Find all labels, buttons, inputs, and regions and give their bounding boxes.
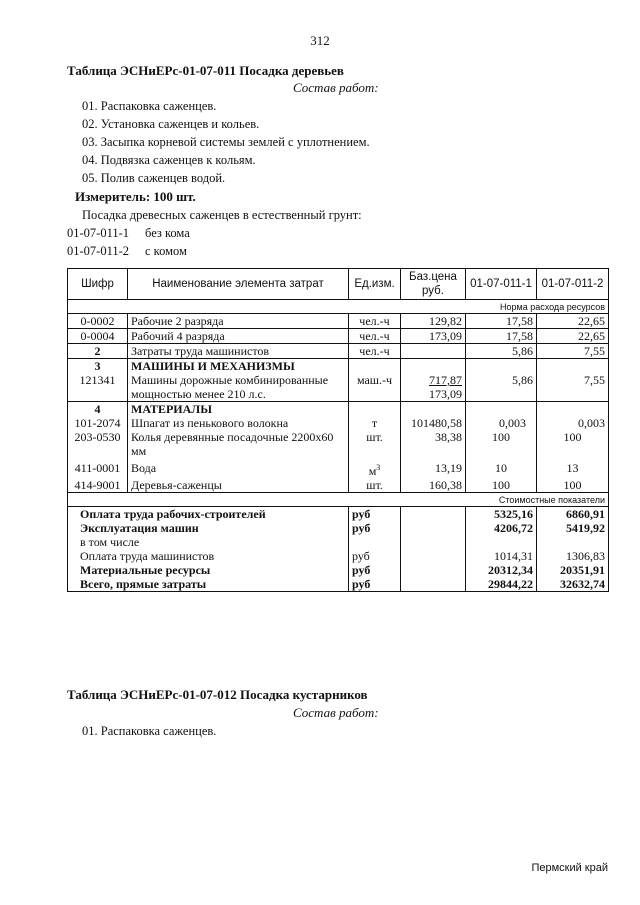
table-header-row xyxy=(68,269,609,300)
cell: 411-0001 xyxy=(68,458,128,478)
cell: маш.-ч xyxy=(349,373,401,402)
cell: 0,003 xyxy=(466,416,537,430)
table-row xyxy=(68,373,609,402)
cell: МАШИНЫ И МЕХАНИЗМЫ xyxy=(128,359,349,374)
cell: Рабочие 2 разряда xyxy=(128,314,349,329)
cell: 5419,92 xyxy=(537,521,609,535)
cell xyxy=(401,344,466,359)
cell: 20351,91 xyxy=(537,563,609,577)
cell: 1306,83 xyxy=(537,549,609,563)
cell xyxy=(401,563,466,577)
cell: 10 xyxy=(466,458,537,478)
cell: Шпагат из пенькового волокна xyxy=(128,416,349,430)
cell: Эксплуатация машин xyxy=(68,521,349,535)
cell: Материальные ресурсы xyxy=(68,563,349,577)
norm-caption: Норма расхода ресурсов xyxy=(68,300,609,314)
cell: 6860,91 xyxy=(537,507,609,522)
cell xyxy=(349,402,401,417)
cell: 17,58 xyxy=(466,329,537,344)
cell xyxy=(537,402,609,417)
section-row xyxy=(68,359,609,374)
cell: чел.-ч xyxy=(349,344,401,359)
cell: Оплата труда рабочих-строителей xyxy=(68,507,349,522)
cell: 4206,72 xyxy=(466,521,537,535)
variant-text: без кома xyxy=(145,226,190,240)
cell xyxy=(349,359,401,374)
variant-code: 01-07-011-1 xyxy=(67,226,130,240)
cell xyxy=(349,535,401,549)
cost-row xyxy=(68,549,609,563)
work-item: 01. Распаковка саженцев. xyxy=(82,99,217,113)
cell: руб xyxy=(349,507,401,522)
cell: 20312,34 xyxy=(466,563,537,577)
cell: руб xyxy=(349,549,401,563)
cell: чел.-ч xyxy=(349,314,401,329)
table-row xyxy=(68,314,609,329)
cell: Деревья-саженцы xyxy=(128,478,349,493)
cell: 5,86 xyxy=(466,373,537,402)
cell: 1014,31 xyxy=(466,549,537,563)
cost-row xyxy=(68,507,609,522)
cell: 32632,74 xyxy=(537,577,609,592)
cell: 22,65 xyxy=(537,329,609,344)
cell xyxy=(401,535,466,549)
cell: Колья деревянные посадочные 2200х60 мм xyxy=(128,430,349,458)
cell: Оплата труда машинистов xyxy=(68,549,349,563)
cell: 0-0002 xyxy=(68,314,128,329)
cell xyxy=(537,535,609,549)
cell xyxy=(401,507,466,522)
header-cell: 01-07-011-1 xyxy=(466,269,537,300)
cell: в том числе xyxy=(68,535,349,549)
description: Посадка древесных саженцев в естественный грунт: xyxy=(82,208,362,222)
cell: шт. xyxy=(349,430,401,458)
resource-table xyxy=(67,268,609,592)
cost-caption-row xyxy=(68,493,609,507)
table-row xyxy=(68,430,609,458)
cell: 13,19 xyxy=(401,458,466,478)
cost-row xyxy=(68,563,609,577)
cell: 0-0004 xyxy=(68,329,128,344)
cell: 38,38 xyxy=(401,430,466,458)
section-row xyxy=(68,402,609,417)
cell: 17,58 xyxy=(466,314,537,329)
cell: 100 xyxy=(466,478,537,493)
cell: 100 xyxy=(466,430,537,458)
table-row xyxy=(68,458,609,478)
work-item: 05. Полив саженцев водой. xyxy=(82,171,226,185)
cell: 129,82 xyxy=(401,314,466,329)
page-number: 312 xyxy=(310,33,330,48)
cell: 100 xyxy=(537,430,609,458)
cell: руб xyxy=(349,521,401,535)
cell: Рабочий 4 разряда xyxy=(128,329,349,344)
work-item: 02. Установка саженцев и кольев. xyxy=(82,117,260,131)
cell: 101-2074 xyxy=(68,416,128,430)
cell xyxy=(401,402,466,417)
table-row xyxy=(68,416,609,430)
header-cell: Шифр xyxy=(68,269,128,300)
cell: 13 xyxy=(537,458,609,478)
cell: 7,55 xyxy=(537,373,609,402)
work-item: 04. Подвязка саженцев к кольям. xyxy=(82,153,256,167)
cell xyxy=(401,521,466,535)
table-row xyxy=(68,478,609,493)
cell: 29844,22 xyxy=(466,577,537,592)
cell: 203-0530 xyxy=(68,430,128,458)
cell: 414-9001 xyxy=(68,478,128,493)
cell: 5325,16 xyxy=(466,507,537,522)
works-heading: Состав работ: xyxy=(293,80,379,95)
cell: 22,65 xyxy=(537,314,609,329)
norm-caption-row xyxy=(68,300,609,314)
unit: м xyxy=(368,464,377,478)
header-cell: 01-07-011-2 xyxy=(537,269,609,300)
table-row xyxy=(68,329,609,344)
meter: Измеритель: 100 шт. xyxy=(75,189,196,204)
header-cell: Наименование элемента затрат xyxy=(128,269,349,300)
region-footer: Пермский край xyxy=(531,862,608,874)
cell xyxy=(466,359,537,374)
cost-caption: Стоимостные показатели xyxy=(68,493,609,507)
price-denominator: 173,09 xyxy=(429,387,462,401)
cell: 100 xyxy=(537,478,609,493)
cell: 7,55 xyxy=(537,344,609,359)
cell xyxy=(537,359,609,374)
table2-works-heading: Состав работ: xyxy=(293,705,379,720)
cell: чел.-ч xyxy=(349,329,401,344)
cell xyxy=(401,373,466,402)
cell xyxy=(349,458,401,478)
table-row xyxy=(68,344,609,359)
cell xyxy=(401,549,466,563)
variant-code: 01-07-011-2 xyxy=(67,244,130,258)
cell: 2 xyxy=(68,344,128,359)
table2-work-item: 01. Распаковка саженцев. xyxy=(82,724,217,738)
cell: Всего, прямые затраты xyxy=(68,577,349,592)
cell: 5,86 xyxy=(466,344,537,359)
cell: 4 xyxy=(68,402,128,417)
cell: 101480,58 xyxy=(401,416,466,430)
cell: Вода xyxy=(128,458,349,478)
cell: т xyxy=(349,416,401,430)
cost-row xyxy=(68,521,609,535)
cell: Затраты труда машинистов xyxy=(128,344,349,359)
cell: 0,003 xyxy=(537,416,609,430)
cell: МАТЕРИАЛЫ xyxy=(128,402,349,417)
cell: 3 xyxy=(68,359,128,374)
unit-exponent: 3 xyxy=(376,463,381,472)
cost-row xyxy=(68,535,609,549)
cell xyxy=(466,402,537,417)
cell: Машины дорожные комбинированные мощностью менее 210 л.с. xyxy=(128,373,349,402)
cell: руб xyxy=(349,577,401,592)
header-cell: Ед.изм. xyxy=(349,269,401,300)
cost-row xyxy=(68,577,609,592)
cell: шт. xyxy=(349,478,401,493)
price-numerator: 717,87 xyxy=(429,373,462,387)
table2-title: Таблица ЭСНиЕРс-01-07-012 Посадка кустарников xyxy=(67,687,368,702)
cell: 160,38 xyxy=(401,478,466,493)
table-title: Таблица ЭСНиЕРс-01-07-011 Посадка деревьев xyxy=(67,63,344,78)
cell: 173,09 xyxy=(401,329,466,344)
cell xyxy=(466,535,537,549)
header-cell: Баз.цена руб. xyxy=(401,269,466,300)
cell: руб xyxy=(349,563,401,577)
work-item: 03. Засыпка корневой системы землей с уплотнением. xyxy=(82,135,370,149)
cell xyxy=(401,577,466,592)
variant-text: с комом xyxy=(145,244,187,258)
cell: 121341 xyxy=(68,373,128,402)
cell xyxy=(401,359,466,374)
